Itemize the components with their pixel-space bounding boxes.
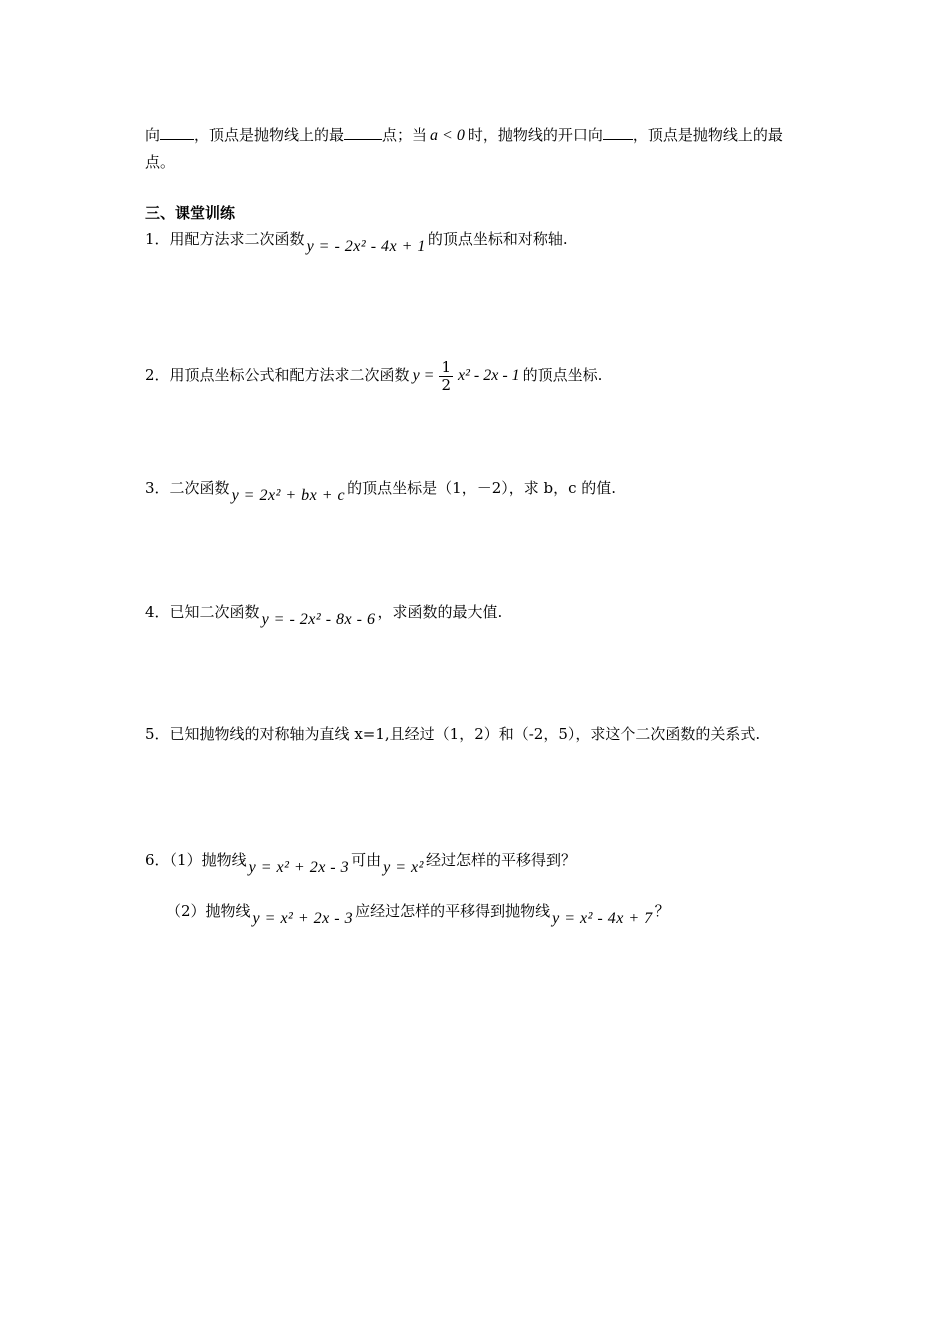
intro-text-end: 点。	[145, 153, 176, 171]
problem-formula: y = 2x² + bx + c	[231, 487, 346, 504]
problem-text: 经过怎样的平移得到？	[425, 851, 576, 869]
intro-text-b: ，顶点是抛物线上的最	[194, 126, 345, 144]
intro-text-c: 点；当	[382, 126, 428, 144]
problem-6-part-1	[145, 850, 576, 876]
problem-text: 的顶点坐标是（1，－2），求 b，c 的值.	[347, 479, 617, 497]
fill-blank-3	[603, 125, 633, 140]
fill-blank-2	[344, 125, 382, 140]
problem-text: 已知二次函数	[169, 603, 260, 621]
problem-formula: y = x² - 4x + 7	[552, 910, 653, 927]
intro-line-1	[145, 125, 783, 146]
problem-number: 2．	[145, 366, 170, 384]
problem-4	[145, 602, 503, 628]
problem-6-part-2	[166, 901, 670, 927]
fraction	[439, 359, 453, 394]
problem-formula: y = - 2x² - 4x + 1	[306, 238, 426, 255]
problem-text: （1）抛物线	[169, 851, 247, 869]
condition-formula: a < 0	[430, 127, 465, 144]
intro-text-a: 向	[145, 126, 161, 144]
problem-number: 3．	[145, 479, 170, 497]
fill-blank-1	[160, 125, 194, 140]
problem-formula: y = x² + 2x - 3	[248, 859, 350, 876]
intro-text-d: 时，抛物线的开口向	[467, 126, 603, 144]
problem-1	[145, 229, 568, 255]
problem-text: 已知抛物线的对称轴为直线 x=1,且经过（1，2）和（-2，5），求这个二次函数的关系式.	[169, 725, 761, 743]
problem-5	[145, 724, 760, 744]
problem-text: 用顶点坐标公式和配方法求二次函数	[169, 366, 410, 384]
section-heading: 三、课堂训练	[145, 204, 236, 222]
problem-2	[145, 355, 602, 396]
problem-number: 1．	[145, 230, 170, 248]
problem-3	[145, 478, 617, 504]
problem-number: 4．	[145, 603, 170, 621]
fraction-denominator: 2	[441, 375, 452, 394]
problem-formula: y = x²	[383, 859, 424, 876]
problem-formula-rhs: x² - 2x - 1	[458, 367, 520, 384]
problem-formula-lhs: y =	[412, 367, 435, 384]
intro-text-e: ，顶点是抛物线上的最	[632, 126, 783, 144]
problem-text: 的顶点坐标和对称轴.	[427, 230, 568, 248]
fraction-numerator: 1	[441, 357, 452, 376]
problem-text: 的顶点坐标.	[522, 366, 603, 384]
problem-text: ，求函数的最大值.	[377, 603, 503, 621]
problem-number: 6．	[145, 851, 170, 869]
problem-formula: y = - 2x² - 8x - 6	[261, 611, 376, 628]
problem-number: 5．	[145, 725, 170, 743]
problem-text: 应经过怎样的平移得到抛物线	[355, 902, 551, 920]
problem-text: （2）抛物线	[166, 902, 251, 920]
problem-text: 用配方法求二次函数	[169, 230, 305, 248]
problem-text: 可由	[351, 851, 382, 869]
intro-line-2	[145, 152, 175, 172]
problem-text: ？	[654, 902, 670, 920]
problem-formula: y = x² + 2x - 3	[252, 910, 354, 927]
problem-text: 二次函数	[169, 479, 230, 497]
